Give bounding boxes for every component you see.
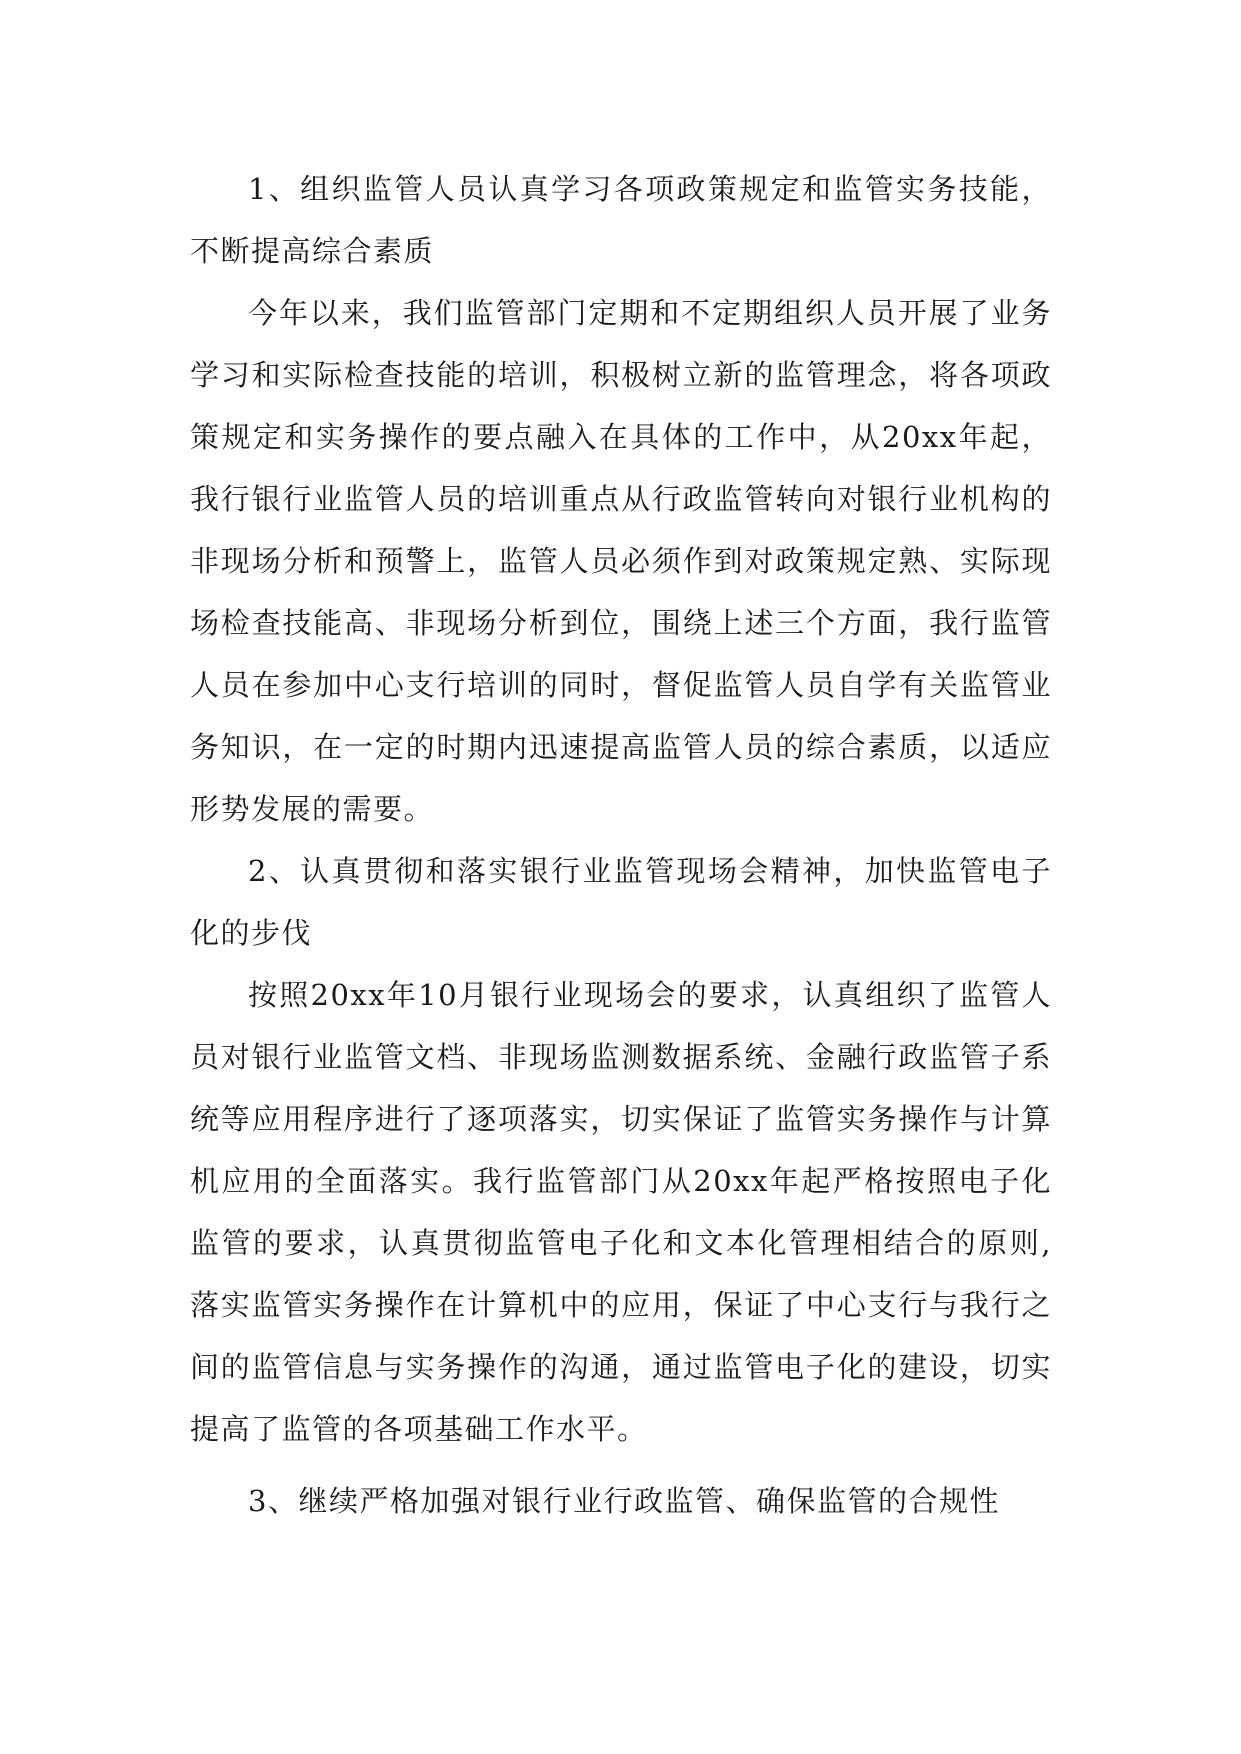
body-paragraph-1: 今年以来，我们监管部门定期和不定期组织人员开展了业务学习和实际检查技能的培训，积极树立新的监管理念，将各项政策规定和实务操作的要点融入在具体的工作中，从20xx年起，我行银行业监管人员的培训重点从行政监管转向对银行业机构的非现场分析和预警上，监管人员必须作到对政策规定熟、实际现场检查技能高、非现场分析到位，围绕上述三个方面，我行监管人员在参加中心支行培训的同时，督促监管人员自学有关监管业务知识，在一定的时期内迅速提高监管人员的综合素质，以适应形势发展的需要。 (190, 296, 1052, 826)
document-body (190, 158, 1052, 1532)
body-paragraph-2: 按照20xx年10月银行业现场会的要求，认真组织了监管人员对银行业监管文档、非现场监测数据系统、金融行政监管子系统等应用程序进行了逐项落实，切实保证了监管实务操作与计算机应用的全面落实。我行监管部门从20xx年起严格按照电子化监管的要求，认真贯彻监管电子化和文本化管理相结合的原则,落实监管实务操作在计算机中的应用，保证了中心支行与我行之间的监管信息与实务操作的沟通，通过监管电子化的建设，切实提高了监管的各项基础工作水平。 (190, 978, 1052, 1446)
section-heading-3: 3、继续严格加强对银行业行政监管、确保监管的合规性 (248, 1484, 1000, 1518)
section-heading-2: 2、认真贯彻和落实银行业监管现场会精神，加快监管电子化的步伐 (190, 854, 1052, 950)
section-heading-1: 1、组织监管人员认真学习各项政策规定和监管实务技能，不断提高综合素质 (190, 172, 1052, 268)
